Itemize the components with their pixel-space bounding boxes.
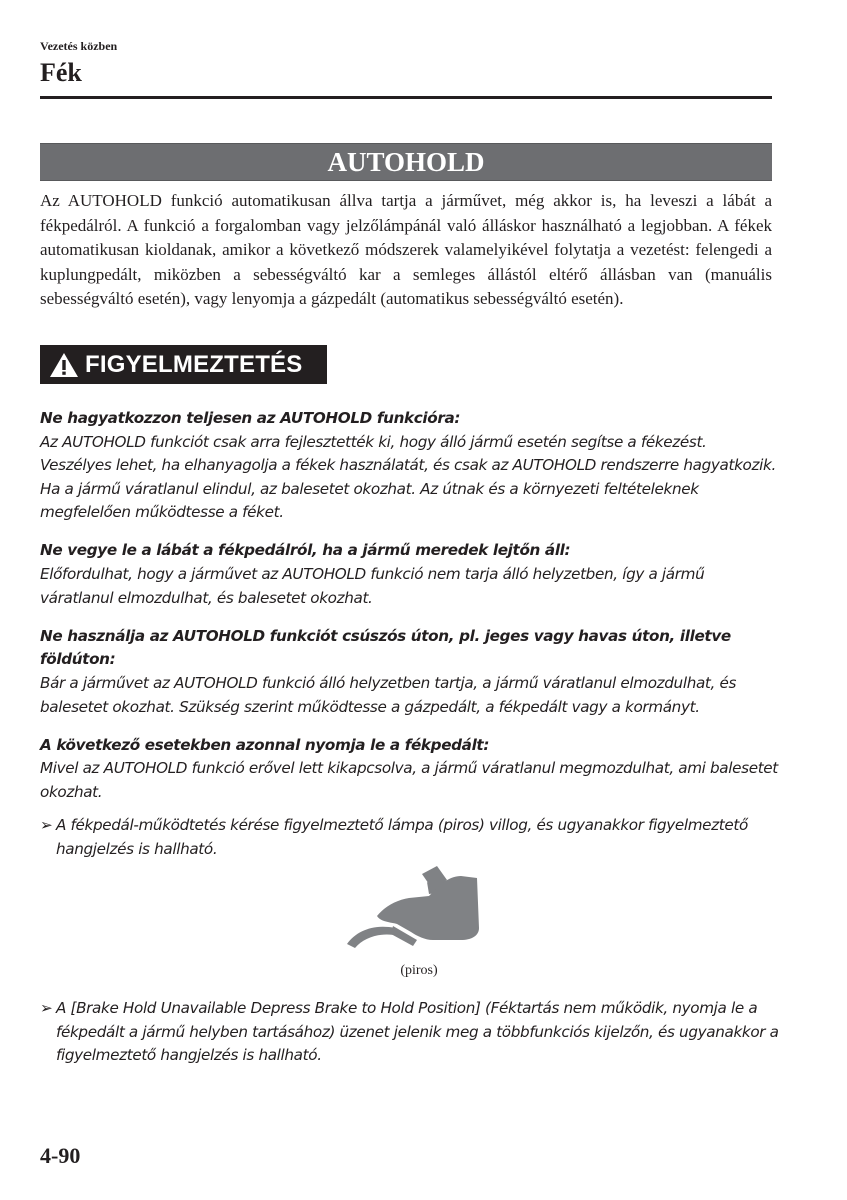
warning-item	[40, 734, 780, 805]
warning-item	[40, 625, 780, 719]
warning-title: Ne használja az AUTOHOLD funkciót csúszós úton, pl. jeges vagy havas úton, illetve földúton:	[40, 626, 731, 669]
section-title: AUTOHOLD	[327, 147, 485, 177]
page-title: Fék	[40, 58, 82, 87]
warning-title: A következő esetekben azonnal nyomja le a fékpedált:	[40, 735, 490, 754]
list-item	[40, 997, 780, 1068]
list-item	[40, 814, 780, 861]
warning-body: Bár a járművet az AUTOHOLD funkció álló helyzetben tartja, a jármű váratlanul elmozdulhat, és balesetet okozhat. Szükség szerint működtesse a gázpedált, a fékpedált vagy a kormányt.	[40, 673, 737, 716]
warning-label: FIGYELMEZTETÉS	[85, 350, 303, 378]
bullet-arrow-icon: ➢	[40, 816, 53, 835]
bullet-text: A fékpedál-működtetés kérése figyelmeztető lámpa (piros) villog, és ugyanakkor figyelmeztető hangjelzés is hallható.	[56, 816, 748, 858]
warning-badge	[40, 345, 327, 384]
warning-title: Ne vegye le a lábát a fékpedálról, ha a jármű meredek lejtőn áll:	[40, 541, 571, 560]
warning-body: Előfordulhat, hogy a járművet az AUTOHOLD funkció nem tarja álló helyzetben, így a jármű váratlanul elmozdulhat, és balesetet okozhat.	[40, 565, 705, 607]
warning-triangle-icon	[49, 352, 79, 378]
brake-pedal-press-icon	[337, 866, 497, 958]
warning-list	[40, 407, 780, 862]
warning-item	[40, 539, 780, 610]
warning-body: Mivel az AUTOHOLD funkció erővel lett kikapcsolva, a jármű váratlanul megmozdulhat, ami balesetet okozhat.	[40, 759, 778, 801]
warning-body: Az AUTOHOLD funkciót csak arra fejlesztették ki, hogy álló jármű esetén segítse a fékezést. Veszélyes lehet, ha elhanyagolja a fékek használatát, és csak az AUTOHOLD rendszerre hagyatkozik. Ha a jármű váratlanul elindul, az balesetet okozhat. Az útnak és a környezeti feltételeknek megfelelően működtesse a féket.	[40, 432, 776, 522]
page-number: 4-90	[40, 1143, 81, 1168]
figure-caption: (piros)	[400, 963, 438, 978]
section-title-bar	[40, 143, 772, 181]
intro-paragraph: Az AUTOHOLD funkció automatikusan állva tartja a járművet, még akkor is, ha leveszi a lábát a fékpedálról. A funkció a forgalomban vagy jelzőlámpánál való álláskor használható a legjobban. A fékek automatikusan kioldanak, amikor a következő módszerek valamelyikével folytatja a vezetést: felengedi a kuplungpedált, miközben a sebességváltó kar a semleges állástól eltérő állásban van (manuális sebességváltó esetén), vagy lenyomja a gázpedált (automatikus sebességváltó esetén).	[40, 191, 772, 309]
header-section-label: Vezetés közben	[40, 39, 118, 53]
bullet-text: A [Brake Hold Unavailable Depress Brake to Hold Position] (Féktartás nem működik, nyomja le a fékpedált a jármű helyben tartásához) üzenet jelenik meg a többfunkciós kijelzőn, és ugyanakkor a figyelmeztető hangjelzés is hallható.	[56, 999, 779, 1065]
bullet-arrow-icon: ➢	[40, 999, 53, 1017]
warning-item	[40, 407, 780, 525]
warning-title: Ne hagyatkozzon teljesen az AUTOHOLD funkcióra:	[40, 409, 461, 427]
header-divider	[40, 96, 772, 99]
